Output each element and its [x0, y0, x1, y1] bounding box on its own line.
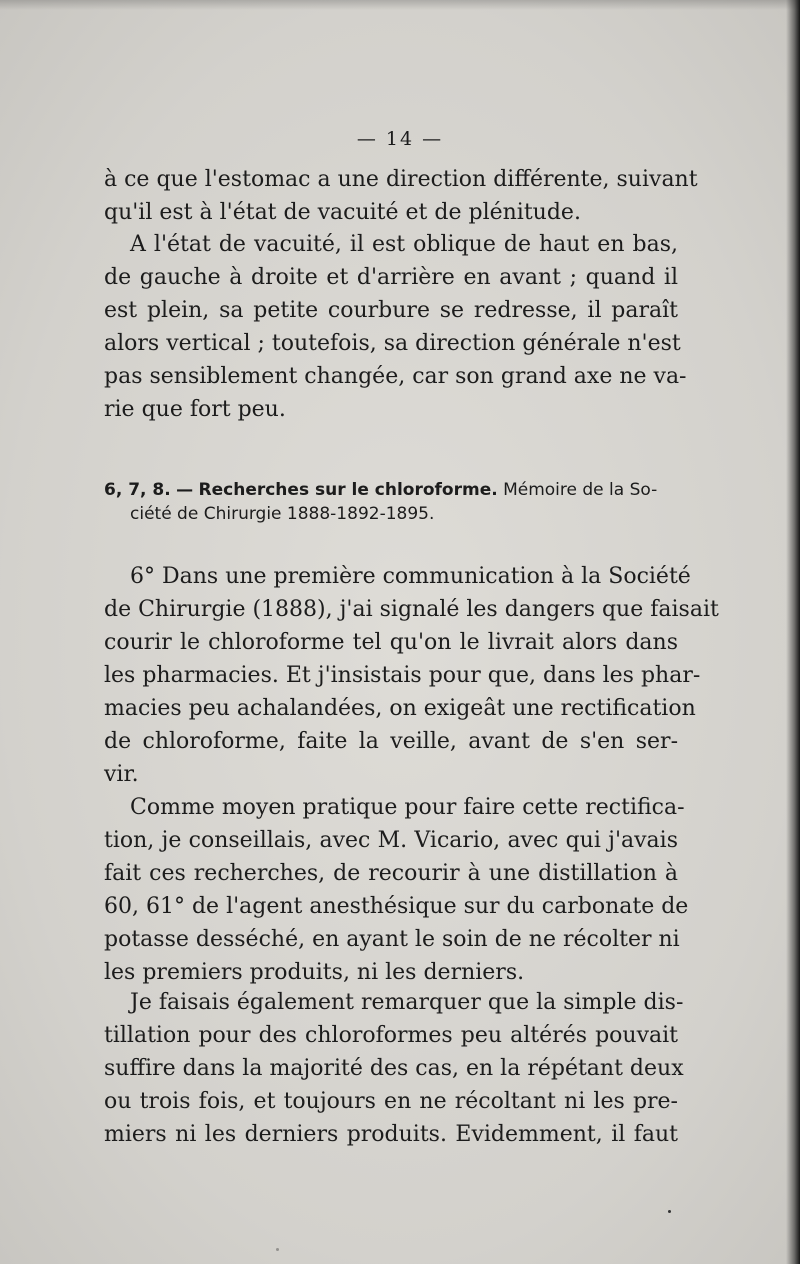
- paragraph-3-line-2: de Chirurgie (1888), j'ai signalé les dangers que faisait: [104, 597, 719, 622]
- paragraph-1-line-2: qu'il est à l'état de vacuité et de plénitude.: [104, 200, 581, 225]
- paragraph-2-line-6: rie que fort peu.: [104, 397, 286, 422]
- section-heading-dash: —: [176, 480, 194, 500]
- paragraph-2-line-2: de gauche à droite et d'arrière en avant ; quand il: [104, 265, 678, 290]
- paragraph-5-line-2: tillation pour des chloroformes peu altérés pouvait: [104, 1023, 678, 1048]
- paragraph-3-line-1: 6° Dans une première communication à la Société: [130, 564, 691, 589]
- section-heading-number: 6, 7, 8.: [104, 480, 171, 500]
- paragraph-2-line-3: est plein, sa petite courbure se redresse, il paraît: [104, 298, 678, 323]
- paragraph-5-line-4: ou trois fois, et toujours en ne récoltant ni les pre-: [104, 1089, 678, 1114]
- paragraph-5-line-5: miers ni les derniers produits. Evidemment, il faut: [104, 1122, 678, 1147]
- paragraph-3-line-5: macies peu achalandées, on exigeât une rectification: [104, 696, 696, 721]
- paragraph-1-line-1: à ce que l'estomac a une direction différente, suivant: [104, 167, 698, 192]
- page-top-shadow: [0, 0, 800, 10]
- paragraph-4-line-5: potasse desséché, en ayant le soin de ne récolter ni: [104, 927, 680, 952]
- paragraph-4-line-1: Comme moyen pratique pour faire cette rectifica-: [130, 795, 685, 820]
- paragraph-2-line-4: alors vertical ; toutefois, sa direction générale n'est: [104, 331, 681, 356]
- section-heading-line-2: ciété de Chirurgie 1888-1892-1895.: [130, 504, 435, 524]
- page-right-edge: [786, 0, 800, 1264]
- paragraph-5-line-3: suffire dans la majorité des cas, en la répétant deux: [104, 1056, 684, 1081]
- paragraph-4-line-4: 60, 61° de l'agent anesthésique sur du carbonate de: [104, 894, 689, 919]
- section-heading-subtitle: Mémoire de la So-: [503, 480, 658, 500]
- paragraph-2-line-5: pas sensiblement changée, car son grand axe ne va-: [104, 364, 687, 389]
- paragraph-3-line-3: courir le chloroforme tel qu'on le livrait alors dans: [104, 630, 678, 655]
- paragraph-3-line-4: les pharmacies. Et j'insistais pour que, dans les phar-: [104, 663, 701, 688]
- paper-speck: [668, 1210, 671, 1213]
- section-heading-title: Recherches sur le chloroforme.: [198, 480, 498, 500]
- paragraph-3-line-6: de chloroforme, faite la veille, avant de s'en ser-: [104, 729, 678, 754]
- paragraph-3-line-7: vir.: [104, 762, 139, 787]
- page-number: — 14 —: [356, 128, 444, 150]
- paragraph-4-line-6: les premiers produits, ni les derniers.: [104, 960, 525, 985]
- paragraph-4-line-2: tion, je conseillais, avec M. Vicario, avec qui j'avais: [104, 828, 678, 853]
- paragraph-4-line-3: fait ces recherches, de recourir à une distillation à: [104, 861, 678, 886]
- paragraph-5-line-1: Je faisais également remarquer que la simple dis-: [130, 990, 684, 1015]
- paper-speck: [276, 1248, 279, 1251]
- paragraph-2-line-1: A l'état de vacuité, il est oblique de haut en bas,: [130, 232, 678, 257]
